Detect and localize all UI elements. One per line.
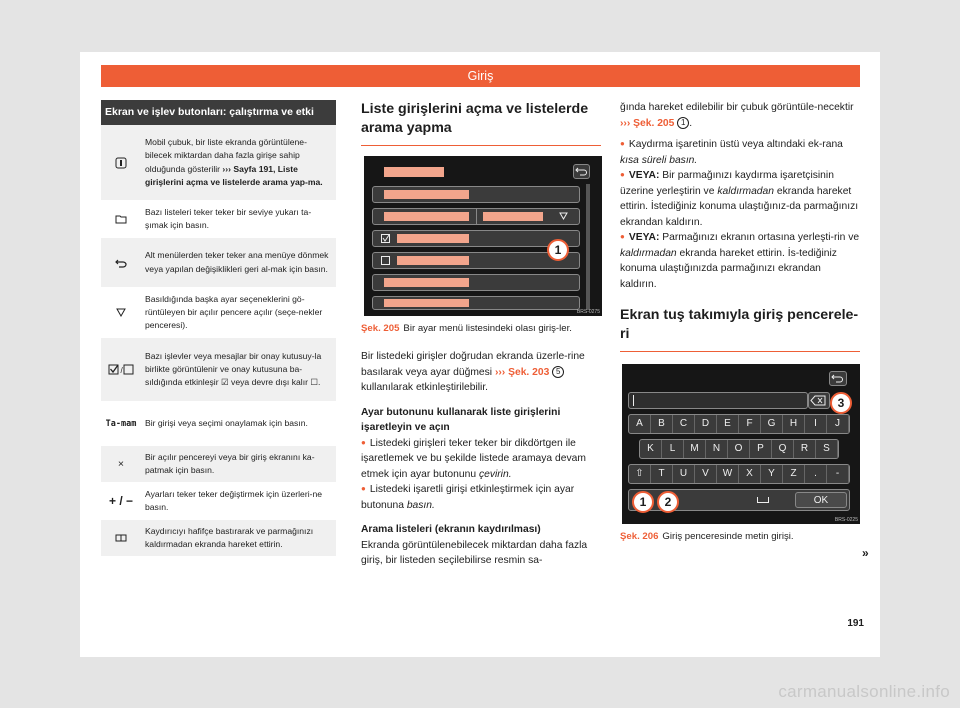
delete-icon [808, 392, 830, 409]
subheading: Ayar butonunu kullanarak liste girişlerini işaretleyin ve açın [361, 406, 561, 433]
ok-button-icon: Ta-mam [105, 418, 137, 429]
key-row-1 [628, 414, 850, 434]
column-right [620, 100, 860, 543]
key: T [651, 465, 673, 483]
continue-mark: » [862, 546, 869, 560]
row-text: Bir açılır pencereyi veya bir giriş ekranını ka-patmak için basın. [145, 451, 315, 475]
key: ⇧ [629, 465, 651, 483]
row-text: Basıldığında başka ayar seçeneklerini gö-rüntüleyen bir açılır pencere açılır (seçe-nekler penceresi). [145, 293, 323, 331]
table-row [101, 201, 336, 238]
key: G [761, 415, 783, 433]
paragraph: Ekranda görüntülenebilecek miktardan daha fazla giriş, bir listeden seçilebilirse resmin sa- [361, 539, 588, 566]
list-item [372, 274, 580, 291]
table-row [101, 402, 336, 446]
row-text: Alt menülerden teker teker ana menüye dönmek veya yapılan değişiklikleri geri al-mak için basın. [145, 250, 329, 274]
row-text: Bazı işlevler veya mesajlar bir onay kutusuy-la birlikte görüntülenir ve onay kutusuna ba-sıldığında etkinleşir ☑ veya devre dışı kalır ☐. [145, 350, 322, 388]
dropdown-icon [559, 212, 568, 220]
caption-text: Giriş penceresinde metin girişi. [662, 531, 794, 542]
key: W [717, 465, 739, 483]
table-title: Ekran ve işlev butonları: çalıştırma ve etki [101, 100, 336, 125]
table-row [101, 238, 336, 288]
back-icon [573, 164, 590, 179]
bullet: ● VEYA: Bir parmağınızı kaydırma işaretçisinin üzerine yerleştirin ve kaldırmadan ekranda hareket ettirin. İstediğiniz konuma ulaştığınız-da parmağınızı ekrandan kaldırın. [620, 168, 860, 230]
key: Z [783, 465, 805, 483]
list-item [372, 186, 580, 203]
key: V [695, 465, 717, 483]
table-row [101, 520, 336, 557]
row-text: Ayarları teker teker değiştirmek için üzerleri-ne basın. [145, 488, 323, 512]
subheading: Arama listeleri (ekranın kaydırılması) [361, 524, 541, 535]
figure-label: Şek. 206 [620, 531, 659, 542]
table-row [101, 446, 336, 483]
key: A [629, 415, 651, 433]
figure-205 [364, 156, 602, 316]
manual-page [80, 52, 880, 657]
ok-button: OK [795, 492, 847, 508]
slider-icon [101, 534, 141, 542]
column-middle [361, 100, 601, 569]
row-text: Bir girişi veya seçimi onaylamak için basın. [145, 417, 308, 428]
key: N [706, 440, 728, 458]
key: S [816, 440, 838, 458]
space-icon [757, 497, 769, 503]
callout-2: 2 [657, 491, 679, 513]
back-icon [101, 258, 141, 268]
key: . [805, 465, 827, 483]
figure-caption [620, 530, 860, 543]
key: P [750, 440, 772, 458]
bullet: ● VEYA: Parmağınızı ekranın ortasına yerleşti-rin ve kaldırmadan ekranda hareket ettirin. İs-tediğiniz konuma ulaştığınızda parmağınızı ekrandan kaldırın. [620, 230, 860, 292]
key: Y [761, 465, 783, 483]
figure-206 [622, 364, 860, 524]
paragraph: Bir listedeki girişler doğrudan ekranda üzerle-rine basılarak veya ayar düğmesi ››› Şek. 203 5 kullanılarak etkinleştirilebilir. [361, 351, 585, 393]
key: R [794, 440, 816, 458]
row-text: Mobil çubuk, bir liste ekranda görüntülene-bilecek miktardan daha fazla girişe sahip olduğunda gösterilir [145, 137, 307, 174]
section-heading: Ekran tuş takımıyla giriş pencerele-ri [620, 306, 860, 352]
bullet: ● Kaydırma işaretinin üstü veya altındaki ek-rana kısa süreli basın. [620, 137, 860, 168]
key-row-3 [628, 464, 850, 484]
key: U [673, 465, 695, 483]
key: O [728, 440, 750, 458]
back-icon [829, 371, 847, 386]
key: X [739, 465, 761, 483]
figure-caption [361, 322, 601, 335]
list-item [372, 296, 580, 310]
key: I [805, 415, 827, 433]
close-icon: × [117, 458, 125, 470]
caption-text: Bir ayar menü listesindeki olası giriş-ler. [403, 323, 572, 334]
plus-minus-icon: + / − [108, 494, 134, 508]
key: J [827, 415, 849, 433]
bullet: ● Listedeki işaretli girişi etkinleştirmek için ayar butonuna basın. [361, 482, 601, 513]
key: D [695, 415, 717, 433]
row-text: Kaydırıcıyı hafifçe bastırarak ve parmağınızı kaldırmadan ekranda hareket ettirin. [145, 525, 314, 549]
section-header: Giriş [101, 65, 860, 87]
button-table [101, 100, 336, 557]
key: F [739, 415, 761, 433]
key: C [673, 415, 695, 433]
key: B [651, 415, 673, 433]
text-input [628, 392, 808, 409]
paragraph: ğında hareket edilebilir bir çubuk görüntüle-necektir ››› Şek. 205 1 . [620, 102, 854, 129]
dropdown-icon [101, 308, 141, 317]
figure-label: Şek. 205 [361, 323, 400, 334]
bullet: ● Listedeki girişleri teker teker bir dikdörtgen ile işaretlemek ve bu şekilde listede aramaya devam etmek için ayar butonunu çevirin. [361, 436, 601, 483]
svg-text:/: / [120, 365, 123, 375]
section-heading: Liste girişlerini açma ve listelerde arama yapma [361, 100, 601, 146]
figure-code: BRS-0275 [576, 309, 600, 315]
checkbox-empty-icon [381, 256, 390, 265]
row-text: Bazı listeleri teker teker bir seviye yukarı ta-şımak için basın. [145, 206, 312, 230]
key: K [640, 440, 662, 458]
table-row [101, 483, 336, 520]
figure-code: BRS-0225 [834, 517, 858, 523]
list-title-bar [384, 167, 444, 177]
scrollbar-icon [101, 157, 141, 169]
row-ref: ››› Sayfa 191, Liste girişlerini açma ve listelerde arama yap-ma. [145, 163, 323, 187]
key: H [783, 415, 805, 433]
list-item [372, 208, 580, 225]
checkbox-icon [101, 364, 141, 376]
key: - [827, 465, 849, 483]
watermark: carmanualsonline.info [778, 682, 950, 701]
callout-3: 3 [830, 392, 852, 414]
key: Q [772, 440, 794, 458]
scrollbar [586, 184, 590, 310]
checkbox-icon [381, 234, 390, 243]
key: M [684, 440, 706, 458]
page-number: 191 [847, 618, 864, 629]
key-row-2 [639, 439, 839, 459]
folder-up-icon [101, 214, 141, 224]
table-row [101, 338, 336, 402]
callout-1: 1 [632, 491, 654, 513]
table-row [101, 125, 336, 201]
callout-1: 1 [547, 239, 569, 261]
key: E [717, 415, 739, 433]
key: L [662, 440, 684, 458]
table-row [101, 288, 336, 338]
